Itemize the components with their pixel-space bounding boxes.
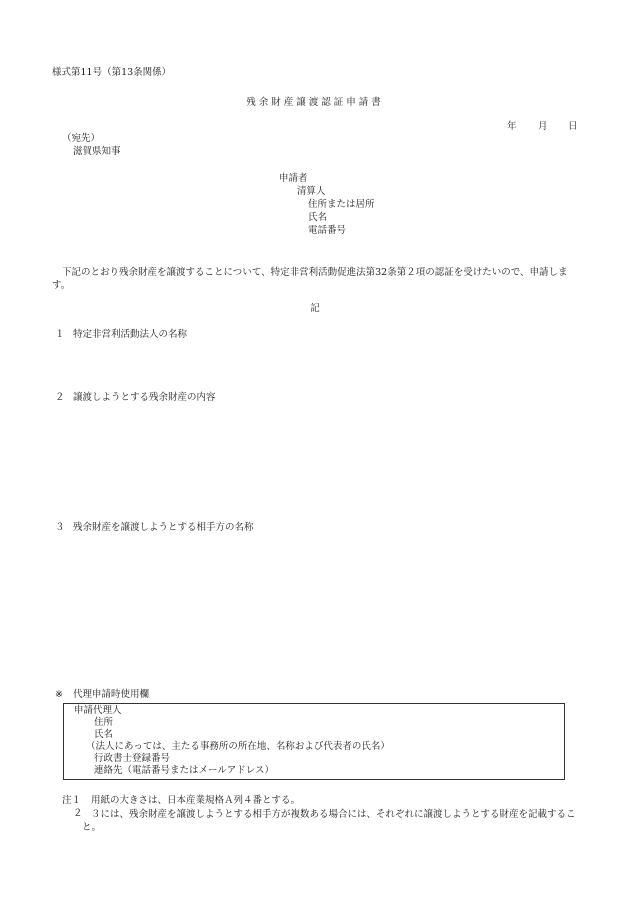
- applicant-phone: 電話番号: [308, 225, 347, 236]
- form-number: 様式第11号（第13条関係）: [52, 67, 172, 78]
- item-1-number: １: [55, 329, 65, 340]
- addressee-label: （宛先）: [62, 133, 101, 144]
- agent-section-mark: ※: [55, 689, 63, 700]
- agent-section-title: 代理申請時使用欄: [73, 689, 150, 700]
- agent-line-registration: 行政書士登録番号: [94, 753, 171, 764]
- applicant-address: 住所または居所: [308, 199, 375, 210]
- agent-line-corporate-note: （法人にあっては、主たる事務所の所在地、名称および代表者の氏名）: [86, 741, 390, 752]
- item-3-text: 残余財産を譲渡しようとする相手方の名称: [73, 522, 254, 533]
- agent-line-contact: 連絡先（電話番号またはメールアドレス）: [94, 765, 275, 776]
- document-title: 残余財産譲渡認証申請書: [246, 97, 384, 108]
- body-text: 下記のとおり残余財産を譲渡することについて、特定非営利活動促進法第32条第２項の認証を受けたいので、申請します。: [52, 267, 568, 292]
- ki-heading: 記: [310, 303, 320, 314]
- note-2-number: ２: [73, 808, 83, 819]
- date-day: 日: [568, 121, 578, 132]
- agent-line-representative: 申請代理人: [74, 705, 122, 716]
- agent-section-box: [63, 703, 565, 780]
- note-label: 注１: [62, 795, 82, 806]
- note-2-text: ３には、残余財産を譲渡しようとする相手方が複数ある場合には、それぞれに譲渡しようとする財産を記載すること。: [82, 809, 576, 834]
- date-year: 年: [507, 121, 517, 132]
- addressee-name: 滋賀県知事: [73, 146, 121, 157]
- agent-line-address: 住所: [94, 717, 114, 728]
- note-1-text: 用紙の大きさは、日本産業規格Ａ列４番とする。: [91, 795, 301, 806]
- applicant-label: 申請者: [279, 173, 308, 184]
- applicant-name: 氏名: [308, 212, 328, 223]
- item-2-text: 譲渡しようとする残余財産の内容: [73, 392, 216, 403]
- date-month: 月: [538, 121, 548, 132]
- item-1-text: 特定非営利活動法人の名称: [73, 329, 188, 340]
- item-2-number: ２: [55, 392, 65, 403]
- item-3-number: ３: [55, 522, 65, 533]
- applicant-role: 清算人: [297, 186, 326, 197]
- agent-line-name: 氏名: [94, 729, 114, 740]
